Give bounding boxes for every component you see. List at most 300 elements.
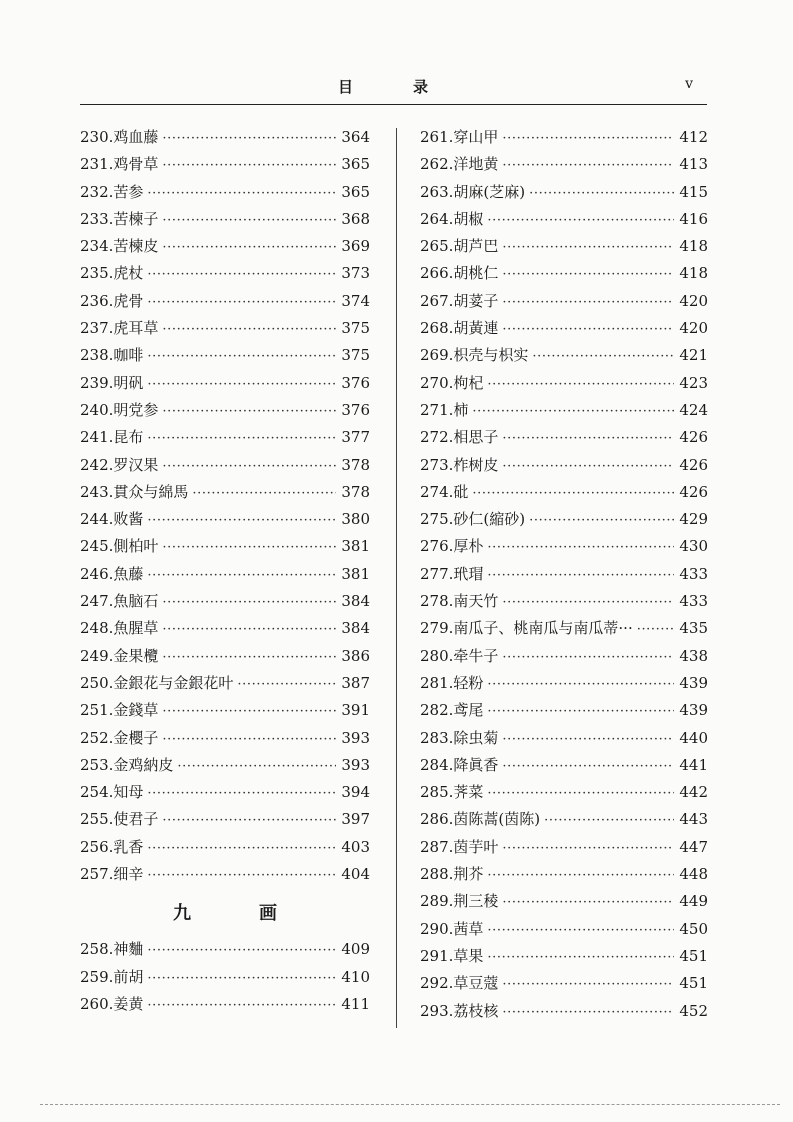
entry-title: 败酱 xyxy=(113,510,144,529)
entry-title: 草果 xyxy=(453,946,484,965)
toc-entry xyxy=(420,725,708,752)
entry-page: 393 xyxy=(341,755,370,774)
entry-title: 胡荽子 xyxy=(453,291,499,310)
entry-number: 273. xyxy=(420,455,454,474)
leader-dots xyxy=(177,753,336,780)
entry-title: 側柏叶 xyxy=(113,537,159,556)
entry-page: 433 xyxy=(679,592,708,611)
toc-entry xyxy=(80,260,370,287)
leader-dots xyxy=(487,944,674,971)
leader-dots xyxy=(162,616,336,643)
leader-dots xyxy=(192,480,336,507)
toc-entry xyxy=(80,779,370,806)
entry-page: 364 xyxy=(341,128,370,146)
entry-page: 450 xyxy=(679,919,708,938)
leader-dots xyxy=(162,316,336,343)
toc-entry xyxy=(420,506,708,533)
entry-page: 447 xyxy=(679,837,708,856)
toc-entry xyxy=(80,588,370,615)
entry-page: 424 xyxy=(679,400,708,419)
leader-dots xyxy=(502,835,674,862)
entry-number: 255. xyxy=(80,810,114,829)
toc-entry xyxy=(80,452,370,479)
entry-number: 275. xyxy=(420,510,454,529)
entry-page: 391 xyxy=(341,701,370,720)
entry-title: 明矾 xyxy=(113,373,144,392)
toc-entry xyxy=(80,479,370,506)
entry-title: 枳壳与枳实 xyxy=(453,346,529,365)
leader-dots xyxy=(544,807,674,834)
toc-entry xyxy=(80,206,370,233)
entry-number: 278. xyxy=(420,592,454,611)
toc-entry xyxy=(420,479,708,506)
entry-number: 250. xyxy=(80,673,114,692)
toc-entry xyxy=(80,179,370,206)
leader-dots xyxy=(502,152,674,179)
leader-dots xyxy=(147,180,336,207)
entry-title: 玳瑁 xyxy=(453,564,484,583)
entry-page: 410 xyxy=(341,967,370,986)
entry-number: 276. xyxy=(420,537,454,556)
entry-title: 金錢草 xyxy=(113,701,159,720)
leader-dots xyxy=(162,125,336,152)
entry-page: 426 xyxy=(679,428,708,447)
entry-title: 降眞香 xyxy=(453,755,499,774)
leader-dots xyxy=(147,425,336,452)
toc-entry xyxy=(80,315,370,342)
entry-number: 256. xyxy=(80,837,114,856)
entry-number: 282. xyxy=(420,701,454,720)
entry-page: 451 xyxy=(679,946,708,965)
leader-dots xyxy=(487,917,674,944)
leader-dots xyxy=(147,992,336,1019)
section-heading: 九画 xyxy=(173,903,345,925)
toc-entry xyxy=(420,151,708,178)
leader-dots xyxy=(502,753,674,780)
entry-title: 苦参 xyxy=(113,182,144,201)
entry-title: 前胡 xyxy=(113,967,144,986)
entry-number: 251. xyxy=(80,701,114,720)
leader-dots xyxy=(502,726,674,753)
entry-page: 430 xyxy=(679,537,708,556)
toc-entry xyxy=(80,342,370,369)
entry-page: 418 xyxy=(679,237,708,256)
entry-title: 茜草 xyxy=(453,919,484,938)
entry-page: 375 xyxy=(341,319,370,338)
toc-entry xyxy=(420,424,708,451)
entry-number: 271. xyxy=(420,400,454,419)
entry-title: 厚朴 xyxy=(453,537,484,556)
entry-number: 235. xyxy=(80,264,114,283)
toc-entry xyxy=(420,752,708,779)
leader-dots xyxy=(637,616,674,643)
entry-title: 魚藤 xyxy=(113,564,144,583)
toc-entry xyxy=(80,991,370,1018)
entry-page: 365 xyxy=(341,155,370,174)
leader-dots xyxy=(147,562,336,589)
leader-dots xyxy=(147,835,336,862)
entry-page: 393 xyxy=(341,728,370,747)
entry-page: 416 xyxy=(679,209,708,228)
entry-title: 相思子 xyxy=(453,428,499,447)
entry-title: 神麯 xyxy=(113,940,144,959)
toc-left-column xyxy=(80,124,370,1018)
header-page-number: v xyxy=(685,76,693,92)
entry-title: 金櫻子 xyxy=(113,728,159,747)
toc-list-right xyxy=(420,124,708,1025)
entry-page: 380 xyxy=(341,510,370,529)
entry-title: 枸杞 xyxy=(453,373,484,392)
entry-title: 金果欖 xyxy=(113,646,159,665)
entry-title: 南瓜子、桃南瓜与南瓜蒂··· xyxy=(453,619,633,638)
toc-entry xyxy=(420,643,708,670)
entry-number: 237. xyxy=(80,319,114,338)
leader-dots xyxy=(162,453,336,480)
leader-dots xyxy=(487,562,674,589)
entry-page: 409 xyxy=(341,940,370,959)
entry-page: 415 xyxy=(679,182,708,201)
toc-entry xyxy=(420,806,708,833)
entry-title: 柞树皮 xyxy=(453,455,499,474)
entry-title: 昆布 xyxy=(113,428,144,447)
entry-number: 236. xyxy=(80,291,114,310)
entry-page: 420 xyxy=(679,291,708,310)
entry-title: 苦楝皮 xyxy=(113,237,159,256)
entry-number: 279. xyxy=(420,619,454,638)
toc-entry xyxy=(80,506,370,533)
entry-title: 荆三稜 xyxy=(453,892,499,911)
toc-entry xyxy=(80,964,370,991)
entry-page: 441 xyxy=(679,755,708,774)
toc-entry xyxy=(420,397,708,424)
entry-page: 404 xyxy=(341,865,370,884)
entry-page: 412 xyxy=(679,128,708,146)
entry-page: 421 xyxy=(679,346,708,365)
toc-entry xyxy=(80,643,370,670)
toc-entry xyxy=(420,888,708,915)
entry-page: 369 xyxy=(341,237,370,256)
entry-number: 232. xyxy=(80,182,114,201)
entry-title: 虎耳草 xyxy=(113,319,159,338)
leader-dots xyxy=(502,589,674,616)
entry-page: 384 xyxy=(341,592,370,611)
leader-dots xyxy=(237,671,336,698)
entry-page: 394 xyxy=(341,783,370,802)
entry-number: 233. xyxy=(80,209,114,228)
entry-page: 378 xyxy=(341,482,370,501)
toc-entry xyxy=(420,998,708,1025)
entry-title: 知母 xyxy=(113,783,144,802)
entry-title: 虎杖 xyxy=(113,264,144,283)
entry-title: 虎骨 xyxy=(113,291,144,310)
entry-title: 洋地黄 xyxy=(453,155,499,174)
toc-entry xyxy=(420,615,708,642)
entry-title: 鸢尾 xyxy=(453,701,484,720)
entry-title: 砂仁(縮砂) xyxy=(453,510,526,529)
leader-dots xyxy=(147,289,336,316)
leader-dots xyxy=(487,862,674,889)
entry-number: 245. xyxy=(80,537,114,556)
entry-number: 259. xyxy=(80,967,114,986)
entry-title: 金鸡納皮 xyxy=(113,755,174,774)
entry-number: 249. xyxy=(80,646,114,665)
entry-number: 234. xyxy=(80,237,114,256)
entry-page: 368 xyxy=(341,209,370,228)
entry-page: 439 xyxy=(679,673,708,692)
entry-number: 252. xyxy=(80,728,114,747)
toc-entry xyxy=(420,588,708,615)
leader-dots xyxy=(487,698,674,725)
leader-dots xyxy=(529,180,674,207)
leader-dots xyxy=(147,261,336,288)
leader-dots xyxy=(147,507,336,534)
toc-entry xyxy=(420,533,708,560)
entry-title: 胡芦巴 xyxy=(453,237,499,256)
entry-page: 374 xyxy=(341,291,370,310)
toc-entry xyxy=(420,561,708,588)
entry-number: 292. xyxy=(420,974,454,993)
leader-dots xyxy=(502,316,674,343)
entry-title: 鸡骨草 xyxy=(113,155,159,174)
entry-number: 260. xyxy=(80,994,114,1013)
entry-page: 423 xyxy=(679,373,708,392)
entry-page: 397 xyxy=(341,810,370,829)
toc-right-column xyxy=(420,124,708,1025)
toc-entry xyxy=(420,260,708,287)
entry-number: 281. xyxy=(420,673,454,692)
leader-dots xyxy=(502,971,674,998)
entry-title: 貫众与綿馬 xyxy=(113,482,189,501)
toc-list-left xyxy=(80,124,370,888)
entry-title: 牵牛子 xyxy=(453,646,499,665)
entry-title: 细辛 xyxy=(113,865,144,884)
entry-number: 253. xyxy=(80,755,114,774)
entry-page: 411 xyxy=(341,994,370,1013)
entry-page: 373 xyxy=(341,264,370,283)
entry-number: 257. xyxy=(80,865,114,884)
entry-number: 274. xyxy=(420,482,454,501)
toc-entry xyxy=(80,124,370,151)
leader-dots xyxy=(502,889,674,916)
toc-entry xyxy=(80,151,370,178)
entry-number: 261. xyxy=(420,128,454,146)
entry-number: 291. xyxy=(420,946,454,965)
toc-entry xyxy=(80,725,370,752)
entry-number: 286. xyxy=(420,810,454,829)
entry-title: 胡桃仁 xyxy=(453,264,499,283)
entry-number: 243. xyxy=(80,482,114,501)
entry-title: 胡黃連 xyxy=(453,319,499,338)
toc-entry xyxy=(420,233,708,260)
leader-dots xyxy=(529,507,674,534)
entry-title: 胡椒 xyxy=(453,209,484,228)
leader-dots xyxy=(502,261,674,288)
leader-dots xyxy=(162,152,336,179)
entry-number: 284. xyxy=(420,755,454,774)
leader-dots xyxy=(147,862,336,889)
entry-number: 266. xyxy=(420,264,454,283)
toc-entry xyxy=(80,670,370,697)
entry-page: 426 xyxy=(679,482,708,501)
entry-page: 448 xyxy=(679,865,708,884)
toc-entry xyxy=(80,370,370,397)
leader-dots xyxy=(532,343,674,370)
toc-entry xyxy=(80,533,370,560)
entry-title: 南天竹 xyxy=(453,592,499,611)
entry-page: 377 xyxy=(341,428,370,447)
entry-title: 罗汉果 xyxy=(113,455,159,474)
leader-dots xyxy=(162,534,336,561)
toc-entry xyxy=(420,670,708,697)
toc-list-left-2 xyxy=(80,936,370,1018)
header-rule xyxy=(80,104,707,105)
entry-number: 293. xyxy=(420,1001,454,1020)
entry-page: 375 xyxy=(341,346,370,365)
leader-dots xyxy=(502,453,674,480)
leader-dots xyxy=(147,343,336,370)
leader-dots xyxy=(502,289,674,316)
entry-title: 茵芋叶 xyxy=(453,837,499,856)
toc-entry xyxy=(80,936,370,963)
entry-title: 柿 xyxy=(453,400,469,419)
toc-entry xyxy=(80,233,370,260)
entry-number: 242. xyxy=(80,455,114,474)
toc-entry xyxy=(420,834,708,861)
entry-page: 386 xyxy=(341,646,370,665)
entry-number: 269. xyxy=(420,346,454,365)
entry-title: 草豆蔻 xyxy=(453,974,499,993)
entry-page: 413 xyxy=(679,155,708,174)
leader-dots xyxy=(147,965,336,992)
entry-page: 387 xyxy=(341,673,370,692)
leader-dots xyxy=(162,807,336,834)
entry-title: 轻粉 xyxy=(453,673,484,692)
leader-dots xyxy=(502,425,674,452)
entry-number: 247. xyxy=(80,592,114,611)
leader-dots xyxy=(487,207,674,234)
entry-title: 使君子 xyxy=(113,810,159,829)
entry-number: 231. xyxy=(80,155,114,174)
toc-entry xyxy=(420,861,708,888)
entry-title: 荔枝核 xyxy=(453,1001,499,1020)
entry-number: 277. xyxy=(420,564,454,583)
toc-entry xyxy=(420,452,708,479)
entry-number: 263. xyxy=(420,182,454,201)
entry-page: 420 xyxy=(679,319,708,338)
leader-dots xyxy=(502,644,674,671)
leader-dots xyxy=(162,644,336,671)
toc-entry xyxy=(80,806,370,833)
page-header xyxy=(80,76,707,100)
entry-number: 283. xyxy=(420,728,454,747)
leader-dots xyxy=(162,398,336,425)
entry-page: 384 xyxy=(341,619,370,638)
entry-title: 除虫菊 xyxy=(453,728,499,747)
toc-entry xyxy=(420,315,708,342)
entry-number: 289. xyxy=(420,892,454,911)
entry-number: 265. xyxy=(420,237,454,256)
entry-title: 咖啡 xyxy=(113,346,144,365)
toc-entry xyxy=(420,943,708,970)
entry-number: 270. xyxy=(420,373,454,392)
entry-title: 穿山甲 xyxy=(453,128,499,146)
entry-page: 403 xyxy=(341,837,370,856)
toc-entry xyxy=(420,916,708,943)
entry-number: 264. xyxy=(420,209,454,228)
entry-page: 439 xyxy=(679,701,708,720)
leader-dots xyxy=(502,125,674,152)
scan-edge-line xyxy=(40,1104,780,1105)
toc-entry xyxy=(420,342,708,369)
toc-entry xyxy=(420,206,708,233)
leader-dots xyxy=(487,780,674,807)
entry-number: 240. xyxy=(80,400,114,419)
entry-number: 287. xyxy=(420,837,454,856)
toc-entry xyxy=(420,370,708,397)
entry-title: 明党参 xyxy=(113,400,159,419)
leader-dots xyxy=(487,534,674,561)
entry-page: 451 xyxy=(679,974,708,993)
leader-dots xyxy=(502,999,674,1026)
toc-entry xyxy=(80,697,370,724)
entry-page: 378 xyxy=(341,455,370,474)
entry-number: 290. xyxy=(420,919,454,938)
toc-entry xyxy=(80,752,370,779)
leader-dots xyxy=(147,371,336,398)
toc-entry xyxy=(420,779,708,806)
leader-dots xyxy=(487,371,674,398)
leader-dots xyxy=(162,698,336,725)
entry-number: 238. xyxy=(80,346,114,365)
entry-page: 449 xyxy=(679,892,708,911)
entry-title: 苦楝子 xyxy=(113,209,159,228)
entry-number: 246. xyxy=(80,564,114,583)
entry-page: 442 xyxy=(679,783,708,802)
entry-title: 砒 xyxy=(453,482,469,501)
toc-entry xyxy=(420,124,708,151)
entry-title: 金銀花与金銀花叶 xyxy=(113,673,234,692)
leader-dots xyxy=(472,398,674,425)
entry-title: 茵陈蒿(茵陈) xyxy=(453,810,541,829)
leader-dots xyxy=(147,780,336,807)
leader-dots xyxy=(162,726,336,753)
toc-entry xyxy=(80,615,370,642)
toc-entry xyxy=(80,288,370,315)
entry-number: 244. xyxy=(80,510,114,529)
entry-page: 376 xyxy=(341,373,370,392)
entry-number: 285. xyxy=(420,783,454,802)
entry-page: 440 xyxy=(679,728,708,747)
entry-number: 230. xyxy=(80,128,114,146)
entry-page: 365 xyxy=(341,182,370,201)
entry-number: 267. xyxy=(420,291,454,310)
entry-page: 429 xyxy=(679,510,708,529)
entry-title: 荆芥 xyxy=(453,865,484,884)
toc-entry xyxy=(420,697,708,724)
entry-number: 248. xyxy=(80,619,114,638)
leader-dots xyxy=(162,589,336,616)
entry-number: 268. xyxy=(420,319,454,338)
toc-entry xyxy=(80,397,370,424)
leader-dots xyxy=(502,234,674,261)
toc-entry xyxy=(80,561,370,588)
entry-title: 荠菜 xyxy=(453,783,484,802)
entry-page: 381 xyxy=(341,564,370,583)
leader-dots xyxy=(487,671,674,698)
entry-number: 258. xyxy=(80,940,114,959)
entry-page: 443 xyxy=(679,810,708,829)
entry-page: 435 xyxy=(679,619,708,638)
